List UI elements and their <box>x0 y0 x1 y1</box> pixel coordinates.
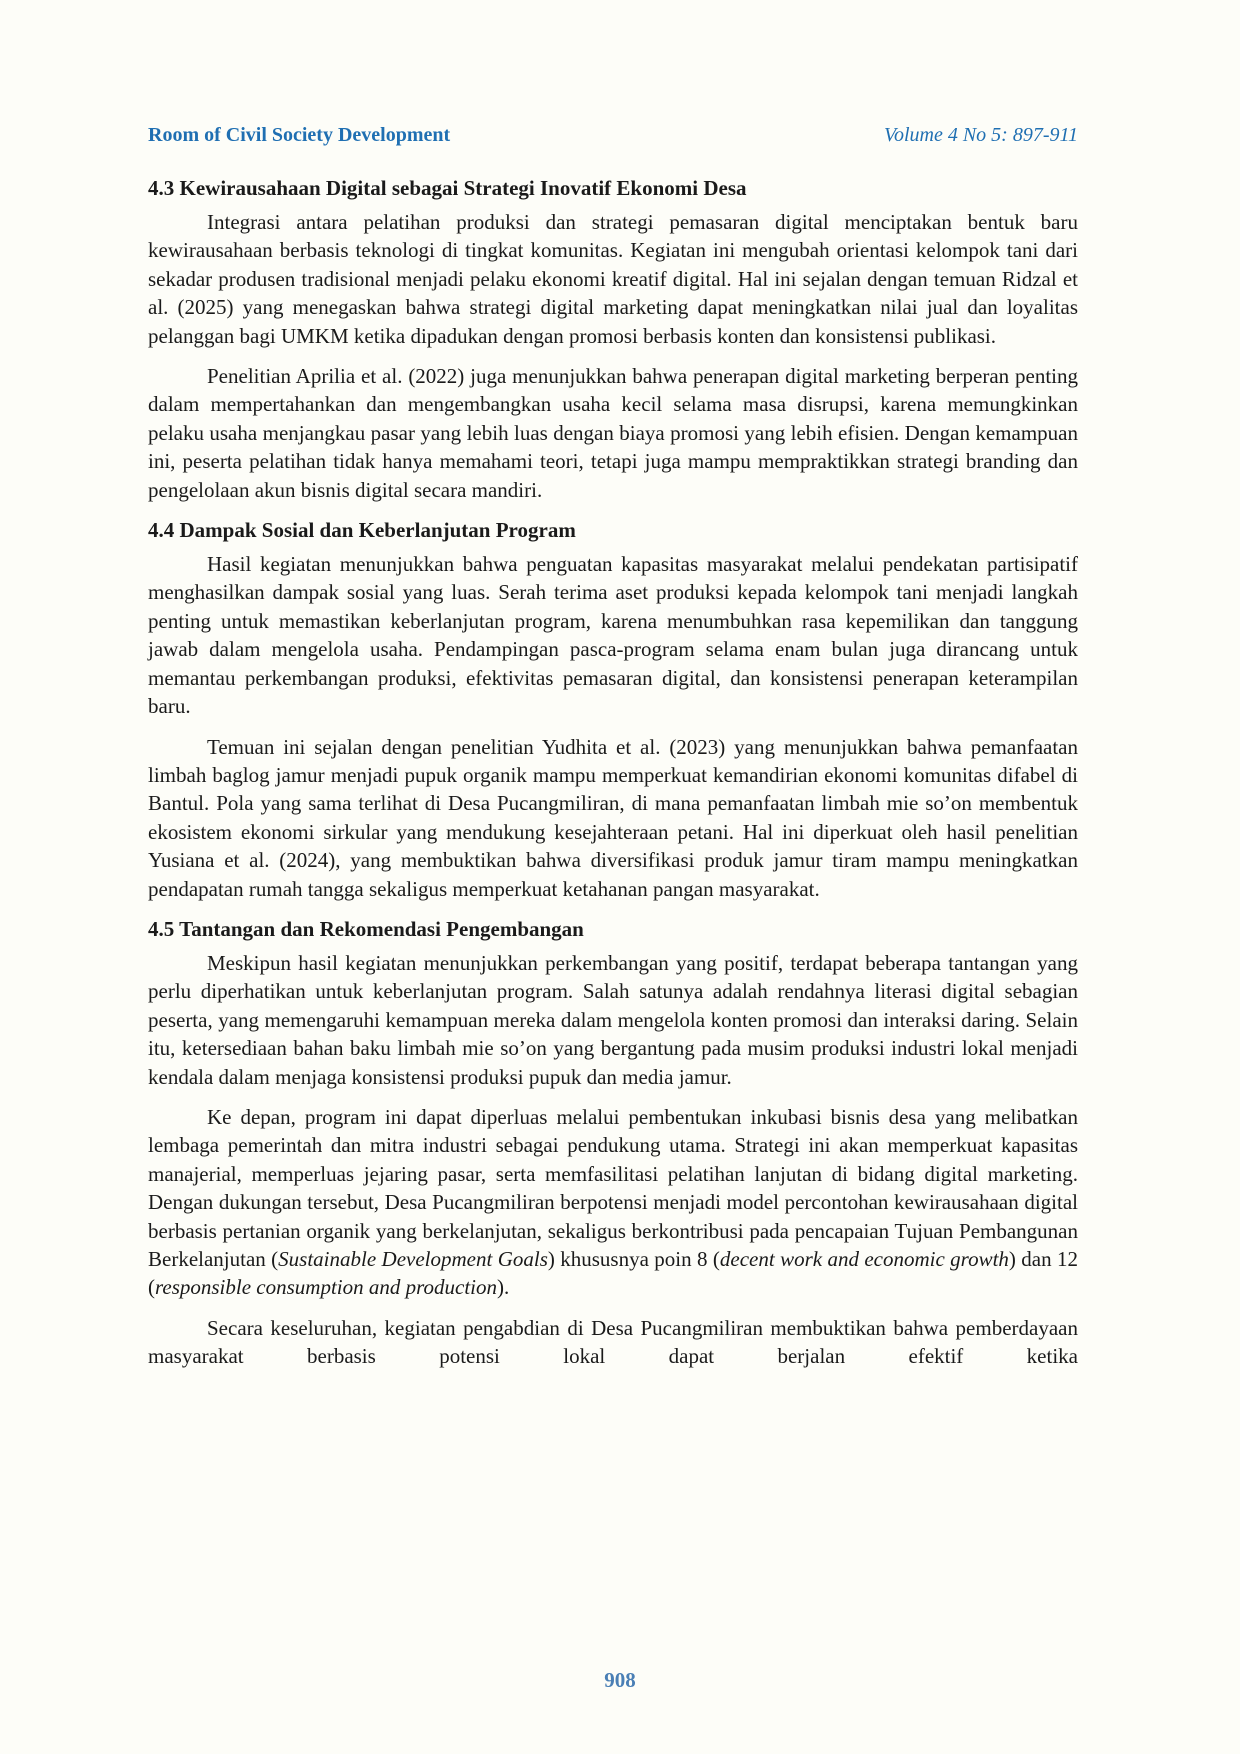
paragraph: Integrasi antara pelatihan produksi dan strategi pemasaran digital menciptakan bentuk baru kewirausahaan berbasis teknologi di tingkat komunitas. Kegiatan ini mengubah orientasi kelompok tani dari sekadar produsen tradisional menjadi pelaku ekonomi kreatif digital. Hal ini sejalan dengan temuan Ridzal et al. (2025) yang menegaskan bahwa strategi digital marketing dapat meningkatkan nilai jual dan loyalitas pelanggan bagi UMKM ketika dipadukan dengan promosi berbasis konten dan konsistensi publikasi. <box>148 210 1078 348</box>
paragraph: Penelitian Aprilia et al. (2022) juga menunjukkan bahwa penerapan digital marketing berperan penting dalam mempertahankan dan mengembangkan usaha kecil selama masa disrupsi, karena memungkinkan pelaku usaha menjangkau pasar yang lebih luas dengan biaya promosi yang lebih efisien. Dengan kemampuan ini, peserta pelatihan tidak hanya memahami teori, tetapi juga mampu mempraktikkan strategi branding dan pengelolaan akun bisnis digital secara mandiri. <box>148 364 1078 502</box>
page-number: 908 <box>604 1668 636 1692</box>
volume-info: Volume 4 No 5: 897-911 <box>883 124 1078 146</box>
closing-paragraph: Secara keseluruhan, kegiatan pengabdian di Desa Pucangmiliran membuktikan bahwa pemberdayaan masyarakat berbasis potensi lokal dapat berjalan efektif ketika <box>148 1315 1078 1369</box>
running-header <box>148 124 1078 150</box>
section-heading-4-4: 4.4 Dampak Sosial dan Keberlanjutan Program <box>148 518 576 543</box>
goal-8-term: decent work and economic growth <box>719 1247 1009 1271</box>
text-span: ). <box>497 1275 510 1300</box>
section-heading-4-5: 4.5 Tantangan dan Rekomendasi Pengembangan <box>148 916 584 941</box>
text-span: ) dan 12 ( <box>148 1247 1078 1300</box>
paragraph: Hasil kegiatan menunjukkan bahwa penguatan kapasitas masyarakat melalui pendekatan partisipatif menghasilkan dampak sosial yang luas. Serah terima aset produksi kepada kelompok tani menjadi langkah penting untuk memastikan keberlanjutan program, karena menumbuhkan rasa kepemilikan dan tanggung jawab dalam mengelola usaha. Pendampingan pasca-program selama enam bulan juga dirancang untuk memantau perkembangan produksi, efektivitas pemasaran digital, dan konsistensi penerapan keterampilan baru. <box>148 552 1078 719</box>
paragraph: Temuan ini sejalan dengan penelitian Yudhita et al. (2023) yang menunjukkan bahwa pemanfaatan limbah baglog jamur menjadi pupuk organik mampu memperkuat kemandirian ekonomi komunitas difabel di Bantul. Pola yang sama terlihat di Desa Pucangmiliran, di mana pemanfaatan limbah mie so’on membentuk ekosistem ekonomi sirkular yang mendukung kesejahteraan petani. Hal ini diperkuat oleh hasil penelitian Yusiana et al. (2024), yang membuktikan bahwa diversifikasi produk jamur tiram mampu meningkatkan pendapatan rumah tangga sekaligus memperkuat ketahanan pangan masyarakat. <box>148 734 1078 901</box>
sdg-term: Sustainable Development Goals <box>278 1247 548 1271</box>
text-span: Ke depan, program ini dapat diperluas melalui pembentukan inkubasi bisnis desa yang melibatkan lembaga pemerintah dan mitra industri sebagai pendukung utama. Strategi ini akan memperkuat kapasitas manajerial, memperluas jejaring pasar, serta memfasilitasi pelatihan lanjutan di bidang digital marketing. Dengan dukungan tersebut, Desa Pucangmiliran berpotensi menjadi model percontohan kewirausahaan digital berbasis pertanian organik yang berkelanjutan, sekaligus berkontribusi pada pencapaian Tujuan Pembangunan Berkelanjutan ( <box>148 1104 1078 1271</box>
section-heading-4-3: 4.3 Kewirausahaan Digital sebagai Strategi Inovatif Ekonomi Desa <box>148 176 747 200</box>
paragraph: Meskipun hasil kegiatan menunjukkan perkembangan yang positif, terdapat beberapa tantangan yang perlu diperhatikan untuk keberlanjutan program. Salah satunya adalah rendahnya literasi digital sebagian peserta, yang memengaruhi kemampuan mereka dalam mengelola konten promosi dan interaksi daring. Selain itu, ketersediaan bahan baku limbah mie so’on yang bergantung pada musim produksi industri lokal menjadi kendala dalam menjaga konsistensi produksi pupuk dan media jamur. <box>148 950 1078 1089</box>
text-span: ) khususnya poin 8 ( <box>547 1247 720 1271</box>
journal-title: Room of Civil Society Development <box>148 124 451 146</box>
goal-12-term: responsible consumption and production <box>155 1275 498 1300</box>
paragraph-sdg <box>148 1103 1078 1302</box>
article-body <box>148 174 1078 1383</box>
